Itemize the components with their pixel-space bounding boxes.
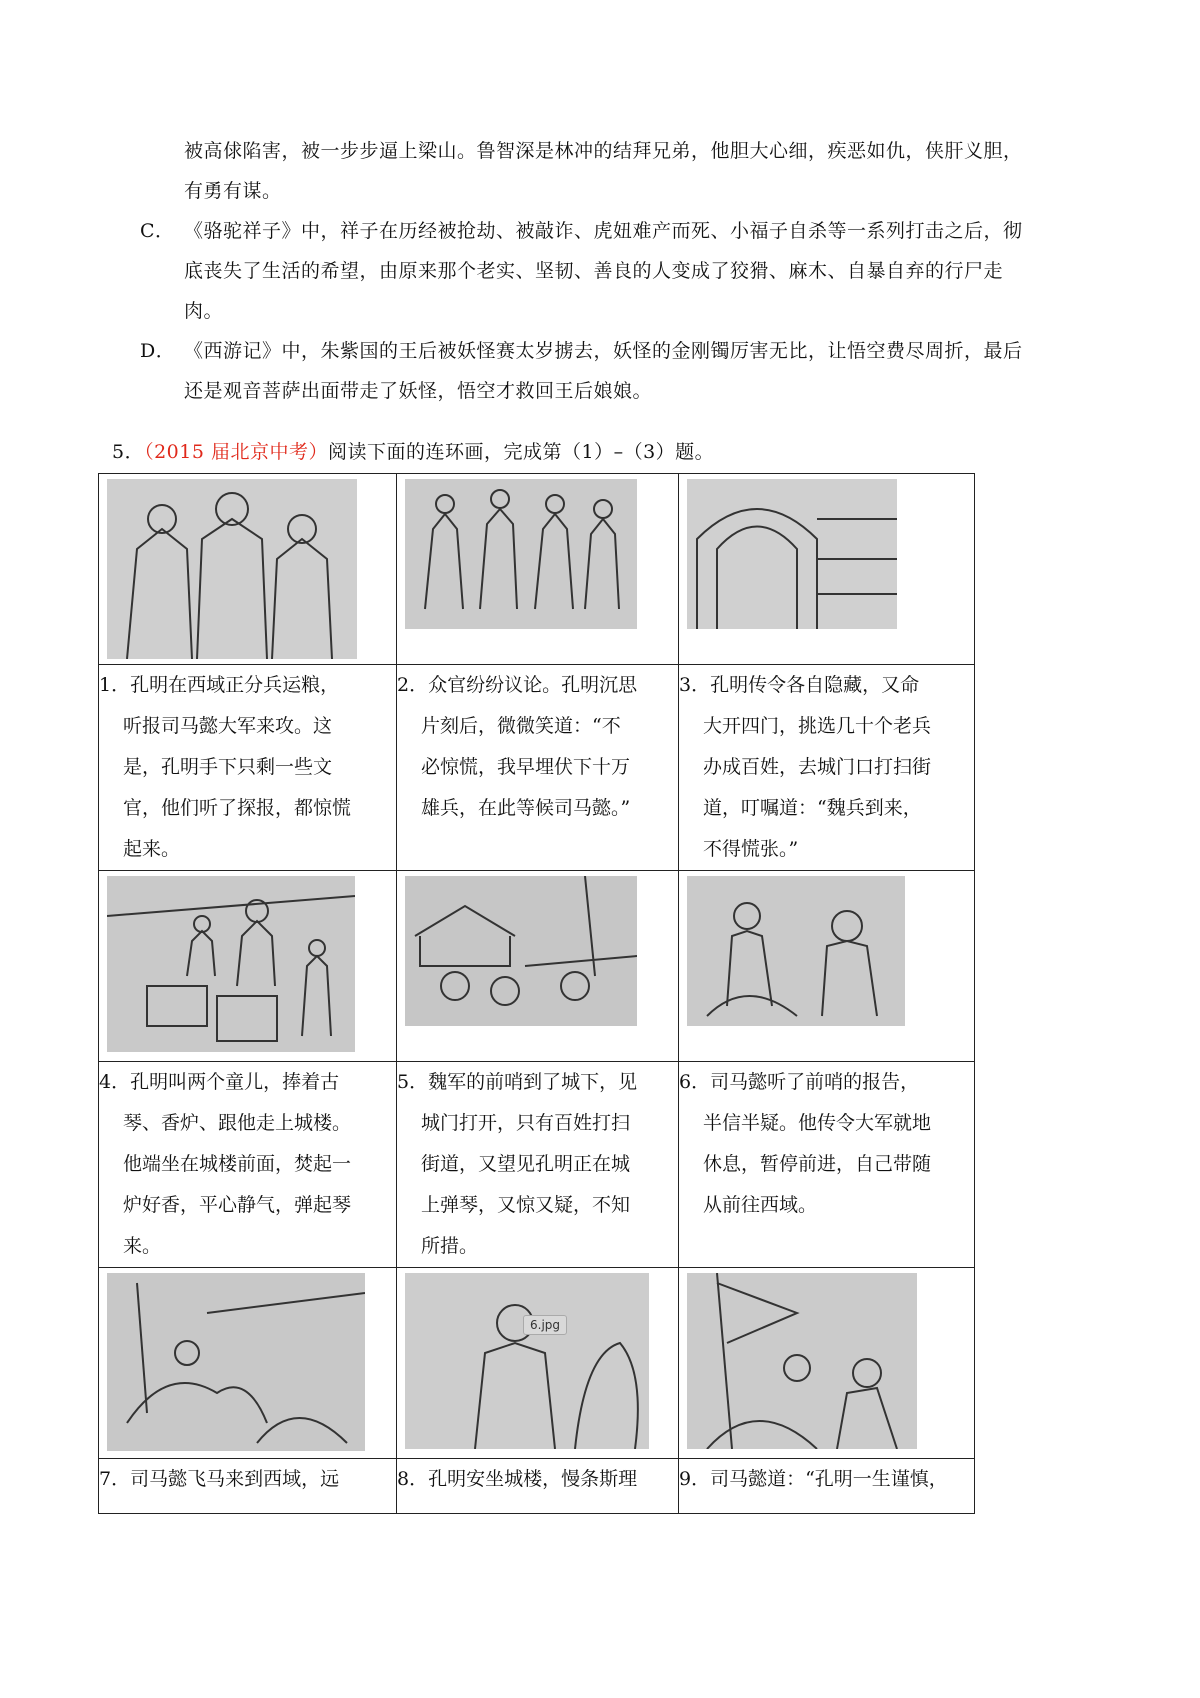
caption-line: 必惊慌，我早埋伏下十万 (421, 756, 631, 778)
image-filename-tag: 6.jpg (523, 1315, 567, 1335)
caption-line: 1．孔明在西域正分兵运粮， (99, 674, 340, 696)
comic-strip-table (98, 473, 975, 1514)
caption-line: 2．众官纷纷议论。孔明沉思 (397, 674, 638, 696)
panel-image-cell (397, 474, 679, 665)
caption-line: 街道，又望见孔明正在城 (421, 1153, 631, 1175)
text-line: 被高俅陷害，被一步步逼上梁山。鲁智深是林冲的结拜兄弟，他胆大心细，疾恶如仇，侠肝义胆， (184, 140, 1023, 162)
panel-caption (99, 1062, 396, 1267)
panel-caption (679, 1062, 974, 1226)
text-line: 还是观音菩萨出面带走了妖怪，悟空才救回王后娘娘。 (184, 380, 653, 402)
panel-caption (397, 1459, 678, 1500)
comic-illustration-3 (687, 479, 897, 629)
comic-illustration-6 (687, 876, 905, 1026)
panel-caption-cell (99, 1459, 397, 1514)
caption-line: 5．魏军的前哨到了城下，见 (397, 1071, 638, 1093)
question-source: （2015 届北京中考） (144, 441, 328, 463)
caption-line: 休息，暂停前进，自己带随 (703, 1153, 932, 1175)
question-number: 5． (112, 441, 145, 463)
option-marker: D． (140, 340, 176, 362)
comic-illustration-8 (405, 1273, 649, 1449)
panel-caption-cell (679, 1459, 975, 1514)
caption-line: 起来。 (123, 838, 181, 860)
panel-image-cell (679, 1268, 975, 1459)
panel-caption-cell (397, 1459, 679, 1514)
question-text: 阅读下面的连环画，完成第（1）–（3）题。 (328, 441, 715, 463)
comic-illustration-2 (405, 479, 637, 629)
caption-line: 官，他们听了探报，都惊慌 (123, 797, 352, 819)
panel-caption (99, 1459, 396, 1500)
panel-caption-cell (99, 665, 397, 871)
caption-line: 片刻后，微微笑道：“不 (421, 715, 621, 737)
panel-caption (397, 665, 678, 829)
caption-line: 城门打开，只有百姓打扫 (421, 1112, 631, 1134)
caption-line: 所措。 (421, 1235, 479, 1257)
caption-line: 3．孔明传令各自隐藏，又命 (679, 674, 920, 696)
caption-line: 7．司马懿飞马来到西域，远 (99, 1468, 340, 1490)
caption-line: 炉好香，平心静气，弹起琴 (123, 1194, 352, 1216)
panel-caption (99, 665, 396, 870)
caption-line: 听报司马懿大军来攻。这 (123, 715, 333, 737)
caption-line: 8．孔明安坐城楼，慢条斯理 (397, 1468, 638, 1490)
caption-line: 琴、香炉、跟他走上城楼。 (123, 1112, 352, 1134)
caption-line: 是，孔明手下只剩一些文 (123, 756, 333, 778)
panel-caption (679, 665, 974, 870)
text-line: 肉。 (184, 300, 224, 322)
text-line: 《骆驼祥子》中，祥子在历经被抢劫、被敲诈、虎妞难产而死、小福子自杀等一系列打击之后，彻 (184, 220, 1023, 242)
panel-image-cell (679, 871, 975, 1062)
comic-illustration-7 (107, 1273, 365, 1451)
panel-image-cell (99, 871, 397, 1062)
panel-image-cell (99, 1268, 397, 1459)
caption-line: 办成百姓，去城门口打扫街 (703, 756, 932, 778)
caption-line: 4．孔明叫两个童儿，捧着古 (99, 1071, 340, 1093)
text-line: 《西游记》中，朱紫国的王后被妖怪赛太岁掳去，妖怪的金刚镯厉害无比，让悟空费尽周折，最后 (184, 340, 1023, 362)
caption-line: 来。 (123, 1235, 162, 1257)
panel-image-cell (99, 474, 397, 665)
panel-image-cell (397, 1268, 679, 1459)
option-b-continuation (140, 131, 1100, 211)
panel-caption-cell (397, 665, 679, 871)
text-line: 有勇有谋。 (184, 180, 282, 202)
comic-illustration-4 (107, 876, 355, 1052)
comic-illustration-1 (107, 479, 357, 659)
panel-image-cell (679, 474, 975, 665)
caption-line: 道，叮嘱道：“魏兵到来， (703, 797, 922, 819)
comic-illustration-5 (405, 876, 637, 1026)
comic-illustration-9 (687, 1273, 917, 1449)
panel-caption (397, 1062, 678, 1267)
caption-line: 上弹琴，又惊又疑，不知 (421, 1194, 631, 1216)
panel-caption-cell (679, 1062, 975, 1268)
caption-line: 半信半疑。他传令大军就地 (703, 1112, 932, 1134)
question-5-stem (112, 432, 714, 472)
panel-caption-cell (679, 665, 975, 871)
option-c (140, 211, 1100, 331)
panel-caption-cell (397, 1062, 679, 1268)
caption-line: 从前往西域。 (703, 1194, 818, 1216)
panel-caption-cell (99, 1062, 397, 1268)
text-line: 底丧失了生活的希望，由原来那个老实、坚韧、善良的人变成了狡猾、麻木、自暴自弃的行尸走 (184, 260, 1004, 282)
caption-line: 6．司马懿听了前哨的报告， (679, 1071, 920, 1093)
caption-line: 9．司马懿道：“孔明一生谨慎， (679, 1468, 948, 1490)
caption-line: 不得慌张。” (703, 838, 799, 860)
caption-line: 大开四门，挑选几十个老兵 (703, 715, 932, 737)
panel-image-cell (397, 871, 679, 1062)
option-d (140, 331, 1100, 411)
option-marker: C． (140, 220, 175, 242)
caption-line: 雄兵，在此等候司马懿。” (421, 797, 631, 819)
caption-line: 他端坐在城楼前面，焚起一 (123, 1153, 352, 1175)
panel-caption (679, 1459, 974, 1500)
